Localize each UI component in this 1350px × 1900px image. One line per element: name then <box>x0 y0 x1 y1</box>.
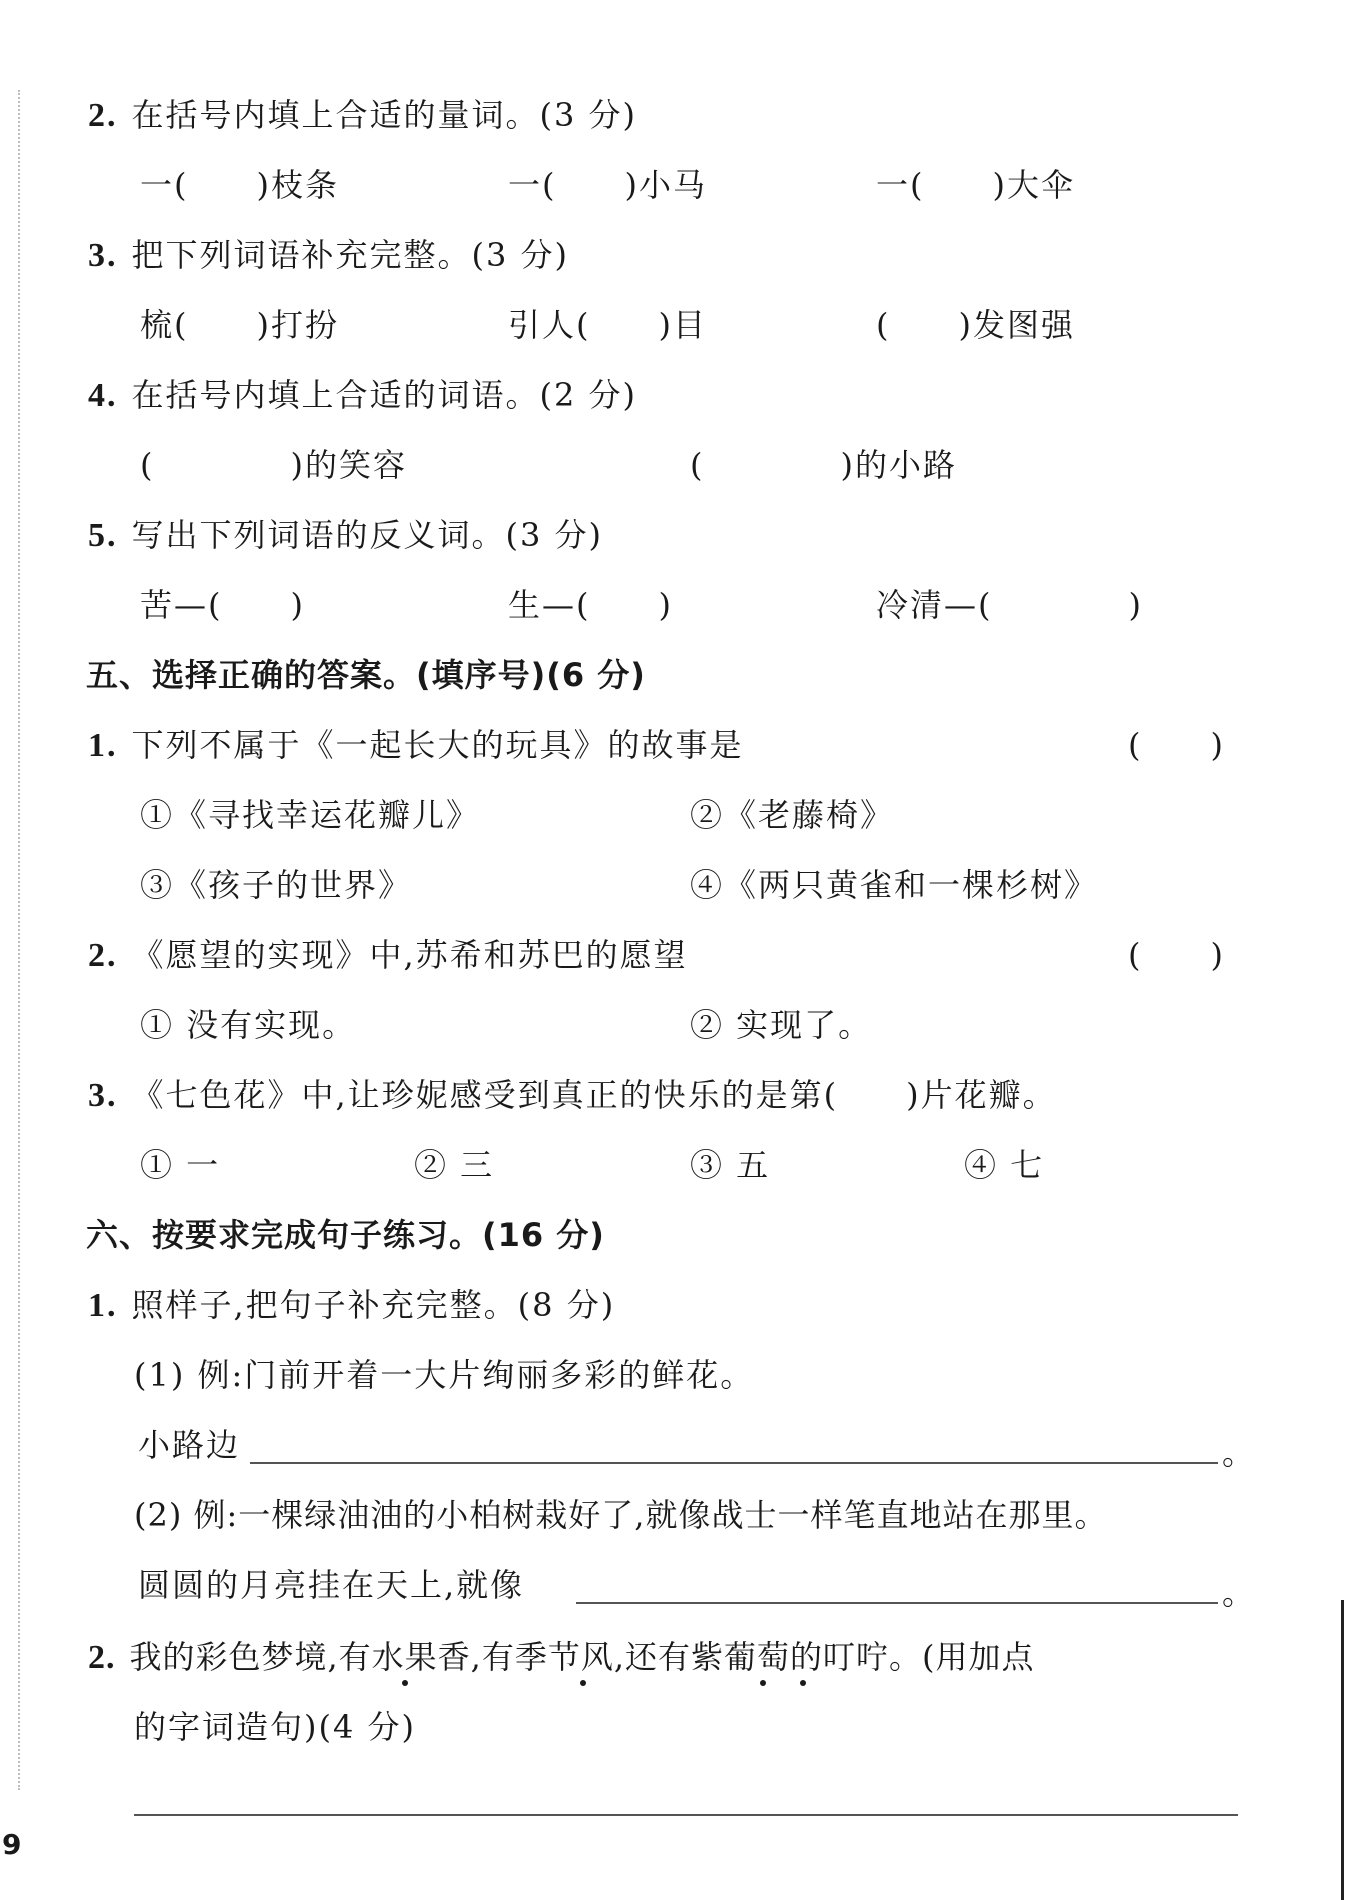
question-prompt: 下列不属于《一起长大的玩具》的故事是 <box>131 726 744 764</box>
choice-question-1 <box>88 720 744 766</box>
sentence-question-1 <box>88 1280 615 1326</box>
binding-margin <box>18 90 20 1790</box>
question-number: 2. <box>88 1639 116 1676</box>
blank-item[interactable]: 一( )小马 <box>508 166 707 204</box>
question-number: 2. <box>88 937 118 974</box>
example-sentence: (2) 例:一棵绿油油的小柏树栽好了,就像战士一样笔直地站在那里。 <box>134 1496 1108 1534</box>
question-number: 4. <box>88 377 118 414</box>
question-prompt: 在括号内填上合适的量词。(3 分) <box>131 96 638 134</box>
emphasis-dot <box>800 1680 806 1686</box>
answer-line[interactable] <box>576 1602 1218 1604</box>
question-prompt: 《愿望的实现》中,苏希和苏巴的愿望 <box>131 936 688 974</box>
choice-option: ① 没有实现。 <box>140 1006 357 1044</box>
choice-option: ②《老藤椅》 <box>690 796 895 834</box>
question-2 <box>88 90 637 136</box>
blank-item[interactable]: ( )发图强 <box>876 306 1075 344</box>
answer-lead: 圆圆的月亮挂在天上,就像 <box>138 1566 525 1604</box>
question-prompt: 照样子,把句子补充完整。(8 分) <box>131 1286 616 1324</box>
section-title: 六、按要求完成句子练习。(16 分) <box>86 1216 605 1254</box>
answer-paren[interactable]: ( ) <box>1128 726 1225 764</box>
question-number: 1. <box>88 1287 118 1324</box>
blank-item[interactable]: ( )的小路 <box>690 446 957 484</box>
question-prompt: 《七色花》中,让珍妮感受到真正的快乐的是第( )片花瓣。 <box>131 1076 1057 1114</box>
blank-item[interactable]: 苦—( ) <box>140 586 305 624</box>
question-number: 5. <box>88 517 118 554</box>
blank-item[interactable]: 一( )大伞 <box>876 166 1075 204</box>
question-3 <box>88 230 569 276</box>
page-number: 9 <box>2 1828 22 1861</box>
choice-option: ④ 七 <box>964 1146 1045 1184</box>
page-edge <box>1341 1600 1344 1900</box>
choice-option: ③ 五 <box>690 1146 771 1184</box>
question-number: 3. <box>88 1077 118 1114</box>
blank-item[interactable]: ( )的笑容 <box>140 446 407 484</box>
question-prompt: 写出下列词语的反义词。(3 分) <box>131 516 604 554</box>
blank-item[interactable]: 生—( ) <box>508 586 673 624</box>
answer-lead: 小路边 <box>138 1426 241 1464</box>
example-sentence: (1) 例:门前开着一大片绚丽多彩的鲜花。 <box>134 1356 755 1394</box>
question-number: 2. <box>88 97 118 134</box>
answer-line[interactable] <box>134 1814 1238 1816</box>
choice-option: ③《孩子的世界》 <box>140 866 413 904</box>
choice-option: ④《两只黄雀和一棵杉树》 <box>690 866 1099 904</box>
choice-question-3 <box>88 1070 1057 1116</box>
choice-option: ① 一 <box>140 1146 221 1184</box>
blank-item[interactable]: 冷清—( ) <box>876 586 1143 624</box>
emphasis-dot <box>580 1680 586 1686</box>
emphasis-dot <box>402 1680 408 1686</box>
blank-item[interactable]: 梳( )打扮 <box>140 306 339 344</box>
sentence-question-2 <box>88 1632 1035 1678</box>
question-4 <box>88 370 637 416</box>
period-mark: 。 <box>1222 1574 1255 1612</box>
emphasis-dot <box>760 1680 766 1686</box>
question-number: 1. <box>88 727 118 764</box>
question-prompt: 把下列词语补充完整。(3 分) <box>131 236 570 274</box>
question-prompt-cont: 的字词造句)(4 分) <box>134 1708 416 1746</box>
question-number: 3. <box>88 237 118 274</box>
answer-paren[interactable]: ( ) <box>1128 936 1225 974</box>
blank-item[interactable]: 一( )枝条 <box>140 166 339 204</box>
choice-option: ② 三 <box>414 1146 495 1184</box>
choice-question-2 <box>88 930 688 976</box>
choice-option: ①《寻找幸运花瓣儿》 <box>140 796 481 834</box>
question-5 <box>88 510 603 556</box>
period-mark: 。 <box>1222 1434 1255 1472</box>
question-prompt: 我的彩色梦境,有水果香,有季节风,还有紫葡萄的叮咛。(用加点 <box>129 1638 1035 1676</box>
question-prompt: 在括号内填上合适的词语。(2 分) <box>131 376 638 414</box>
choice-option: ② 实现了。 <box>690 1006 873 1044</box>
section-title: 五、选择正确的答案。(填序号)(6 分) <box>86 656 646 694</box>
blank-item[interactable]: 引人( )目 <box>508 306 707 344</box>
answer-line[interactable] <box>250 1462 1218 1464</box>
